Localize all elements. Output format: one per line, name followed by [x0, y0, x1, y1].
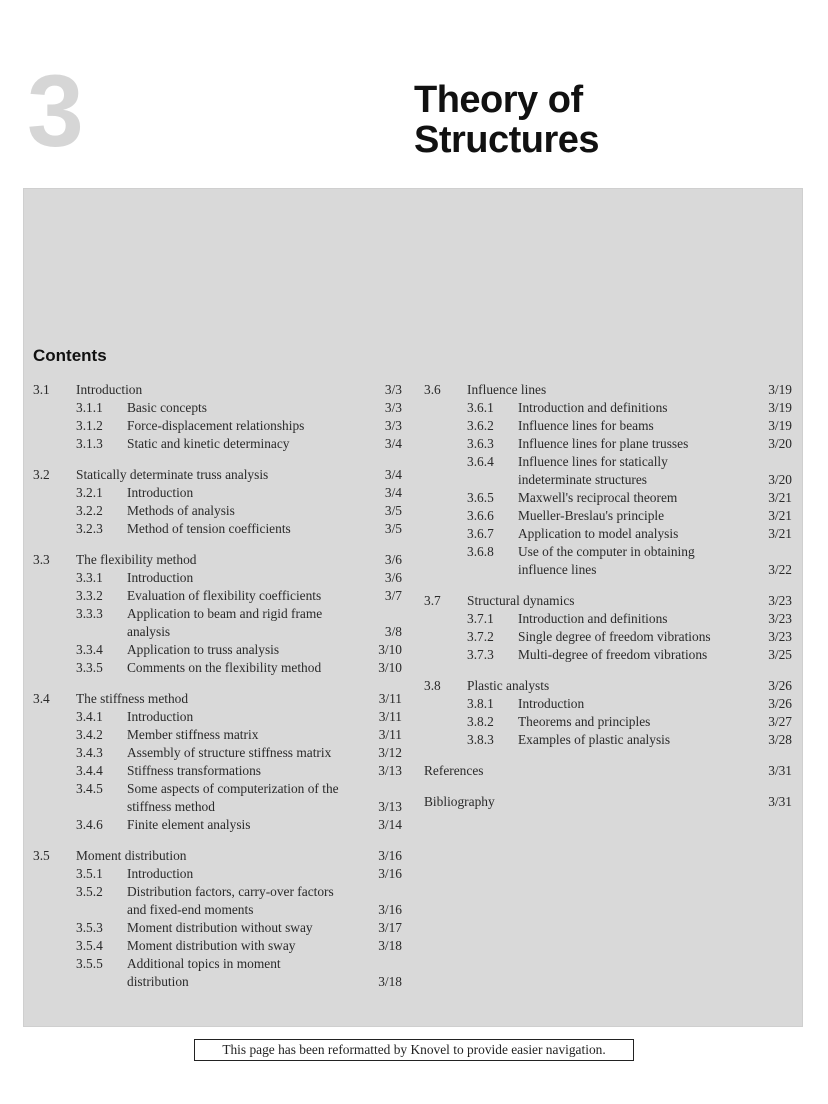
subsection-title-link[interactable]: Assembly of structure stiffness matrix: [127, 745, 332, 760]
page-number: 3/31: [768, 794, 792, 809]
subsection-number: 3.6.3: [467, 436, 494, 451]
subsection-title-link[interactable]: Method of tension coefficients: [127, 521, 291, 536]
subsection-title-link[interactable]: Moment distribution without sway: [127, 920, 313, 935]
toc-section: [424, 677, 792, 749]
toc-section-entry[interactable]: [33, 466, 403, 484]
page-number: 3/11: [378, 727, 402, 742]
page-number: 3/3: [384, 382, 402, 397]
section-title-link[interactable]: Moment distribution: [76, 848, 187, 863]
subsection-number: 3.6.8: [467, 544, 494, 559]
subsection-number: 3.7.3: [467, 647, 494, 662]
subsection-number: 3.5.3: [76, 920, 103, 935]
page-number: 3/23: [768, 629, 792, 644]
toc-subsection-entry[interactable]: [33, 708, 403, 726]
toc-subsection-entry[interactable]: [424, 695, 792, 713]
subsection-title-link[interactable]: Examples of plastic analysis: [518, 732, 671, 747]
toc-section: [33, 381, 403, 453]
toc-subsection-entry[interactable]: [33, 798, 403, 816]
toc-subsection-entry[interactable]: [424, 471, 792, 489]
subsection-title-link[interactable]: Single degree of freedom vibrations: [518, 629, 711, 644]
subsection-title-link[interactable]: Stiffness transformations: [127, 763, 262, 778]
section-title-link[interactable]: Statically determinate truss analysis: [76, 467, 269, 482]
subsection-number: 3.8.1: [467, 696, 494, 711]
subsection-title-link[interactable]: Mueller-Breslau's principle: [518, 508, 665, 523]
page-number: 3/8: [384, 624, 402, 639]
page-number: 3/16: [378, 848, 402, 863]
page-number: 3/26: [768, 678, 792, 693]
toc-subsection-entry[interactable]: [33, 919, 403, 937]
subsection-title-link[interactable]: Multi-degree of freedom vibrations: [518, 647, 708, 662]
page-number: 3/10: [378, 642, 402, 657]
section-number: 3.5: [33, 848, 50, 863]
section-title-link[interactable]: Plastic analysts: [467, 678, 550, 693]
page-number: 3/12: [378, 745, 402, 760]
subsection-title-link[interactable]: Additional topics in moment: [127, 956, 281, 971]
page-number: 3/23: [768, 611, 792, 626]
subsection-title-link[interactable]: Introduction: [127, 709, 194, 724]
toc-left-column: [33, 381, 403, 1004]
subsection-number: 3.1.2: [76, 418, 103, 433]
chapter-title-line-1: Theory of: [414, 79, 583, 121]
subsection-title-link[interactable]: Introduction and definitions: [518, 400, 668, 415]
subsection-title-link[interactable]: Moment distribution with sway: [127, 938, 296, 953]
page-number: 3/11: [378, 691, 402, 706]
subsection-number: 3.5.5: [76, 956, 103, 971]
page-number: 3/27: [768, 714, 792, 729]
subsection-title-link[interactable]: Use of the computer in obtaining: [518, 544, 695, 559]
subsection-title-link[interactable]: Influence lines for plane trusses: [518, 436, 689, 451]
subsection-number: 3.3.1: [76, 570, 103, 585]
page-number: 3/22: [768, 562, 792, 577]
toc-subsection-entry[interactable]: [424, 731, 792, 749]
subsection-number: 3.2.1: [76, 485, 103, 500]
toc-subsection-entry[interactable]: [424, 507, 792, 525]
page-number: 3/6: [384, 570, 402, 585]
toc-right-column: [424, 381, 792, 824]
subsection-number: 3.6.6: [467, 508, 494, 523]
subsection-title-link[interactable]: stiffness method: [127, 799, 215, 814]
chapter-number: 3: [27, 54, 82, 168]
toc-subsection-entry[interactable]: [424, 489, 792, 507]
subsection-title-link[interactable]: Introduction: [127, 485, 194, 500]
toc-subsection-entry[interactable]: [33, 484, 403, 502]
toc-subsection-entry[interactable]: [424, 435, 792, 453]
toc-subsection-entry[interactable]: [33, 502, 403, 520]
subsection-title-link[interactable]: Introduction: [127, 570, 194, 585]
toc-section: [424, 762, 792, 780]
subsection-number: 3.3.3: [76, 606, 103, 621]
toc-subsection-entry[interactable]: [33, 955, 403, 973]
subsection-number: 3.5.1: [76, 866, 103, 881]
subsection-number: 3.4.6: [76, 817, 103, 832]
subsection-number: 3.5.4: [76, 938, 103, 953]
subsection-title-link[interactable]: Static and kinetic determinacy: [127, 436, 290, 451]
toc-section-entry[interactable]: [33, 381, 403, 399]
toc-section: [33, 466, 403, 538]
contents-heading: Contents: [33, 346, 107, 365]
page-number: 3/5: [384, 503, 402, 518]
toc-section-entry[interactable]: [424, 592, 792, 610]
toc-subsection-entry[interactable]: [33, 744, 403, 762]
toc-subsection-entry[interactable]: [424, 453, 792, 471]
subsection-title-link[interactable]: Application to beam and rigid frame: [127, 606, 323, 621]
subsection-title-link[interactable]: Theorems and principles: [518, 714, 651, 729]
page-number: 3/11: [378, 709, 402, 724]
subsection-number: 3.8.2: [467, 714, 494, 729]
subsection-number: 3.3.4: [76, 642, 103, 657]
toc-subsection-entry[interactable]: [424, 543, 792, 561]
subsection-number: 3.4.4: [76, 763, 103, 778]
toc-subsection-entry[interactable]: [424, 610, 792, 628]
subsection-title-link[interactable]: indeterminate structures: [518, 472, 648, 487]
toc-subsection-entry[interactable]: [33, 659, 403, 677]
subsection-title-link[interactable]: Maxwell's reciprocal theorem: [518, 490, 678, 505]
subsection-title-link[interactable]: Evaluation of flexibility coefficients: [127, 588, 322, 603]
page-number: 3/31: [768, 763, 792, 778]
section-title-link[interactable]: Bibliography: [424, 794, 495, 809]
toc-section-entry[interactable]: [424, 762, 792, 780]
subsection-title-link[interactable]: analysis: [127, 624, 171, 639]
subsection-number: 3.6.2: [467, 418, 494, 433]
section-number: 3.1: [33, 382, 50, 397]
page-number: 3/4: [384, 467, 402, 482]
section-title-link[interactable]: References: [424, 763, 484, 778]
section-title-link[interactable]: The flexibility method: [76, 552, 197, 567]
toc-subsection-entry[interactable]: [33, 587, 403, 605]
section-number: 3.8: [424, 678, 441, 693]
subsection-number: 3.3.2: [76, 588, 103, 603]
toc-subsection-entry[interactable]: [33, 883, 403, 901]
subsection-number: 3.8.3: [467, 732, 494, 747]
page-number: 3/25: [768, 647, 792, 662]
toc-section-entry[interactable]: [33, 690, 403, 708]
toc-subsection-entry[interactable]: [33, 816, 403, 834]
toc-subsection-entry[interactable]: [33, 865, 403, 883]
section-number: 3.2: [33, 467, 50, 482]
page-number: 3/19: [768, 418, 792, 433]
subsection-number: 3.7.1: [467, 611, 494, 626]
page-number: 3/18: [378, 938, 402, 953]
toc-section: [424, 793, 792, 811]
toc-subsection-entry[interactable]: [33, 399, 403, 417]
subsection-title-link[interactable]: Comments on the flexibility method: [127, 660, 322, 675]
toc-subsection-entry[interactable]: [33, 417, 403, 435]
page-number: 3/3: [384, 400, 402, 415]
toc-section: [33, 551, 403, 677]
toc-section: [33, 690, 403, 834]
subsection-number: 3.6.5: [467, 490, 494, 505]
page-number: 3/14: [378, 817, 402, 832]
page-number: 3/28: [768, 732, 792, 747]
subsection-number: 3.2.2: [76, 503, 103, 518]
toc-section: [424, 381, 792, 579]
chapter-title: [414, 80, 599, 160]
page-number: 3/3: [384, 418, 402, 433]
knovel-reformat-note: This page has been reformatted by Knovel to provide easier navigation.: [194, 1039, 634, 1061]
toc-subsection-entry[interactable]: [424, 561, 792, 579]
page-number: 3/20: [768, 472, 792, 487]
subsection-title-link[interactable]: Application to truss analysis: [127, 642, 280, 657]
subsection-number: 3.4.1: [76, 709, 103, 724]
subsection-number: 3.2.3: [76, 521, 103, 536]
subsection-number: 3.6.1: [467, 400, 494, 415]
toc-subsection-entry[interactable]: [424, 525, 792, 543]
toc-subsection-entry[interactable]: [33, 726, 403, 744]
page-number: 3/17: [378, 920, 402, 935]
subsection-title-link[interactable]: distribution: [127, 974, 189, 989]
page-number: 3/19: [768, 382, 792, 397]
toc-section-entry[interactable]: [33, 551, 403, 569]
contents-panel: [23, 188, 803, 1027]
page-number: 3/21: [768, 508, 792, 523]
page-number: 3/13: [378, 799, 402, 814]
page-number: 3/5: [384, 521, 402, 536]
subsection-title-link[interactable]: Some aspects of computerization of the: [127, 781, 339, 796]
toc-subsection-entry[interactable]: [33, 973, 403, 991]
subsection-number: 3.6.7: [467, 526, 494, 541]
page-number: 3/4: [384, 436, 402, 451]
page-number: 3/4: [384, 485, 402, 500]
subsection-title-link[interactable]: Force-displacement relationships: [127, 418, 305, 433]
subsection-title-link[interactable]: and fixed-end moments: [127, 902, 254, 917]
subsection-title-link[interactable]: Finite element analysis: [127, 817, 251, 832]
toc-subsection-entry[interactable]: [33, 605, 403, 623]
subsection-title-link[interactable]: influence lines: [518, 562, 597, 577]
toc-section-entry[interactable]: [33, 847, 403, 865]
toc-subsection-entry[interactable]: [424, 713, 792, 731]
toc-subsection-entry[interactable]: [424, 628, 792, 646]
chapter-title-line-2: Structures: [414, 119, 600, 161]
page-number: 3/16: [378, 902, 402, 917]
section-number: 3.6: [424, 382, 441, 397]
subsection-number: 3.5.2: [76, 884, 103, 899]
subsection-title-link[interactable]: Introduction: [127, 866, 194, 881]
page-number: 3/6: [384, 552, 402, 567]
toc-section-entry[interactable]: [424, 793, 792, 811]
page-number: 3/18: [378, 974, 402, 989]
toc-section-entry[interactable]: [424, 381, 792, 399]
toc-subsection-entry[interactable]: [33, 762, 403, 780]
section-number: 3.7: [424, 593, 441, 608]
page-number: 3/13: [378, 763, 402, 778]
toc-subsection-entry[interactable]: [33, 641, 403, 659]
toc-subsection-entry[interactable]: [33, 901, 403, 919]
page-number: 3/10: [378, 660, 402, 675]
toc-subsection-entry[interactable]: [33, 520, 403, 538]
page-number: 3/26: [768, 696, 792, 711]
toc-subsection-entry[interactable]: [33, 435, 403, 453]
subsection-title-link[interactable]: Introduction and definitions: [518, 611, 668, 626]
toc-subsection-entry[interactable]: [33, 937, 403, 955]
toc-subsection-entry[interactable]: [424, 399, 792, 417]
subsection-number: 3.1.1: [76, 400, 103, 415]
section-number: 3.3: [33, 552, 50, 567]
toc-section-entry[interactable]: [424, 677, 792, 695]
subsection-number: 3.1.3: [76, 436, 103, 451]
subsection-number: 3.4.2: [76, 727, 103, 742]
page-number: 3/21: [768, 490, 792, 505]
subsection-title-link[interactable]: Member stiffness matrix: [127, 727, 259, 742]
page-number: 3/19: [768, 400, 792, 415]
page-number: 3/7: [384, 588, 402, 603]
page-number: 3/16: [378, 866, 402, 881]
subsection-title-link[interactable]: Influence lines for statically: [518, 454, 668, 469]
toc-subsection-entry[interactable]: [33, 569, 403, 587]
page-number: 3/20: [768, 436, 792, 451]
section-title-link[interactable]: Influence lines: [467, 382, 547, 397]
subsection-number: 3.3.5: [76, 660, 103, 675]
section-title-link[interactable]: The stiffness method: [76, 691, 189, 706]
toc-subsection-entry[interactable]: [424, 417, 792, 435]
page-number: 3/23: [768, 593, 792, 608]
subsection-title-link[interactable]: Methods of analysis: [127, 503, 235, 518]
section-title-link[interactable]: Introduction: [76, 382, 143, 397]
subsection-title-link[interactable]: Influence lines for beams: [518, 418, 654, 433]
toc-subsection-entry[interactable]: [33, 780, 403, 798]
subsection-number: 3.4.5: [76, 781, 103, 796]
toc-subsection-entry[interactable]: [33, 623, 403, 641]
page-number: 3/21: [768, 526, 792, 541]
toc-section: [33, 847, 403, 991]
subsection-title-link[interactable]: Basic concepts: [127, 400, 207, 415]
subsection-number: 3.6.4: [467, 454, 494, 469]
toc-section: [424, 592, 792, 664]
section-title-link[interactable]: Structural dynamics: [467, 593, 575, 608]
subsection-title-link[interactable]: Application to model analysis: [518, 526, 679, 541]
subsection-title-link[interactable]: Introduction: [518, 696, 585, 711]
subsection-number: 3.4.3: [76, 745, 103, 760]
subsection-number: 3.7.2: [467, 629, 494, 644]
toc-subsection-entry[interactable]: [424, 646, 792, 664]
section-number: 3.4: [33, 691, 50, 706]
subsection-title-link[interactable]: Distribution factors, carry-over factors: [127, 884, 334, 899]
